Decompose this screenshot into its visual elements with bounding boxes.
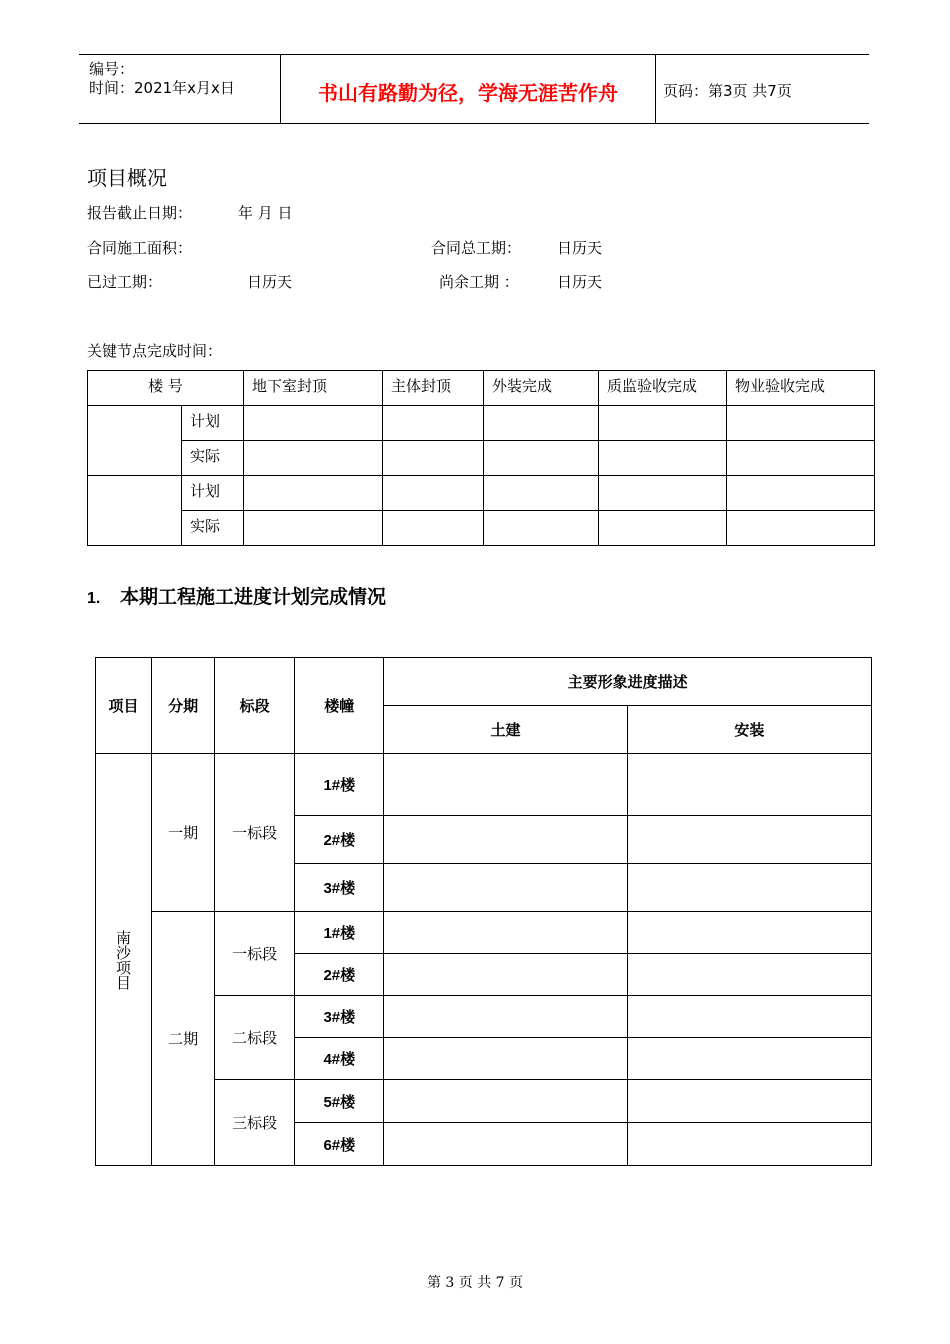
row-type-cell: 实际: [182, 441, 244, 476]
header-cell: 主体封顶: [383, 371, 484, 406]
table-row: [88, 371, 875, 406]
table-cell: [244, 406, 383, 441]
table-cell: [484, 511, 599, 546]
report-date-label: 报告截止日期：: [87, 204, 193, 222]
table-cell: [727, 406, 875, 441]
overview-title: 项目概况: [87, 166, 167, 190]
section-cell: 二标段: [215, 996, 295, 1080]
header-meta: [79, 55, 280, 123]
row-type-cell: 计划: [182, 406, 244, 441]
table-row: [88, 511, 875, 546]
table-cell: [599, 476, 727, 511]
table-cell: [727, 476, 875, 511]
table-row: [88, 406, 875, 441]
project-name: 南沙项目: [114, 929, 133, 990]
header-main-desc: 主要形象进度描述: [384, 658, 872, 706]
building-cell: 5#楼: [295, 1080, 384, 1123]
section-heading: [87, 582, 386, 609]
building-cell: 2#楼: [295, 816, 384, 864]
contract-area-label: 合同施工面积：: [87, 239, 193, 257]
table-cell: [383, 441, 484, 476]
doc-number-label: 编号：: [89, 60, 135, 78]
building-cell: 2#楼: [295, 954, 384, 996]
table-cell: [627, 1123, 871, 1166]
header-page-cell: [655, 55, 869, 123]
row-type-cell: 计划: [182, 476, 244, 511]
table-cell: [484, 476, 599, 511]
remaining-value: 日历天: [557, 273, 603, 291]
page-footer: 第 3 页 共 7 页: [426, 1275, 524, 1291]
table-cell: [727, 511, 875, 546]
milestone-table: [87, 370, 875, 546]
table-cell: [384, 754, 627, 816]
table-cell: [627, 912, 871, 954]
building-cell: 3#楼: [295, 864, 384, 912]
table-row: [88, 441, 875, 476]
header-building: 楼幢: [295, 658, 384, 754]
table-cell: [384, 912, 627, 954]
table-cell: [384, 1080, 627, 1123]
section-number: 1.: [87, 590, 101, 607]
building-cell: 4#楼: [295, 1038, 384, 1080]
table-cell: [383, 406, 484, 441]
milestones-label: 关键节点完成时间：: [87, 342, 223, 360]
table-cell: [383, 476, 484, 511]
header-motto: 书山有路勤为径，学海无涯苦作舟: [318, 81, 618, 105]
table-cell: [384, 954, 627, 996]
doc-time-label: 时间：2021年x月x日: [89, 79, 235, 97]
elapsed-value: 日历天: [247, 273, 293, 291]
header-civil: 土建: [384, 706, 627, 754]
remaining-label: 尚余工期 ：: [439, 273, 519, 291]
table-cell: [484, 441, 599, 476]
progress-table: [95, 657, 872, 1166]
table-cell: [384, 996, 627, 1038]
header-cell: 物业验收完成: [727, 371, 875, 406]
table-cell: [627, 954, 871, 996]
table-cell: [627, 1080, 871, 1123]
phase-cell: 二期: [152, 912, 215, 1166]
total-period-label: 合同总工期：: [431, 239, 522, 257]
section-cell: 一标段: [215, 912, 295, 996]
elapsed-label: 已过工期：: [87, 273, 163, 291]
table-cell: [244, 511, 383, 546]
header-cell: 质监验收完成: [599, 371, 727, 406]
report-date-value: 年 月 日: [238, 204, 293, 222]
header-install: 安装: [627, 706, 871, 754]
header-page-info: 页码：第3页 共7页: [663, 82, 792, 100]
table-cell: [627, 816, 871, 864]
header-section: 标段: [215, 658, 295, 754]
table-cell: [727, 441, 875, 476]
table-cell: [384, 1123, 627, 1166]
section-cell: 一标段: [215, 754, 295, 912]
table-cell: [599, 406, 727, 441]
project-name-cell: [96, 754, 152, 1166]
section-title: 本期工程施工进度计划完成情况: [120, 587, 387, 608]
table-cell: [383, 511, 484, 546]
row-type-cell: 实际: [182, 511, 244, 546]
header-cell: 楼 号: [88, 371, 244, 406]
building-cell: [88, 406, 182, 476]
table-row: [96, 754, 872, 816]
building-cell: 1#楼: [295, 912, 384, 954]
table-row: [96, 658, 872, 706]
building-cell: 1#楼: [295, 754, 384, 816]
header-phase: 分期: [152, 658, 215, 754]
page-header: [79, 54, 869, 124]
header-motto-cell: [280, 55, 656, 123]
table-cell: [627, 754, 871, 816]
table-cell: [384, 816, 627, 864]
building-cell: 3#楼: [295, 996, 384, 1038]
header-project: 项目: [96, 658, 152, 754]
building-cell: [88, 476, 182, 546]
header-cell: 外装完成: [484, 371, 599, 406]
total-period-value: 日历天: [557, 239, 603, 257]
table-cell: [244, 441, 383, 476]
table-row: [96, 912, 872, 954]
table-cell: [599, 441, 727, 476]
table-cell: [627, 1038, 871, 1080]
table-cell: [244, 476, 383, 511]
table-cell: [599, 511, 727, 546]
table-row: [88, 476, 875, 511]
section-cell: 三标段: [215, 1080, 295, 1166]
table-cell: [627, 996, 871, 1038]
phase-cell: 一期: [152, 754, 215, 912]
table-cell: [627, 864, 871, 912]
table-cell: [384, 864, 627, 912]
header-cell: 地下室封顶: [244, 371, 383, 406]
building-cell: 6#楼: [295, 1123, 384, 1166]
table-cell: [484, 406, 599, 441]
table-cell: [384, 1038, 627, 1080]
